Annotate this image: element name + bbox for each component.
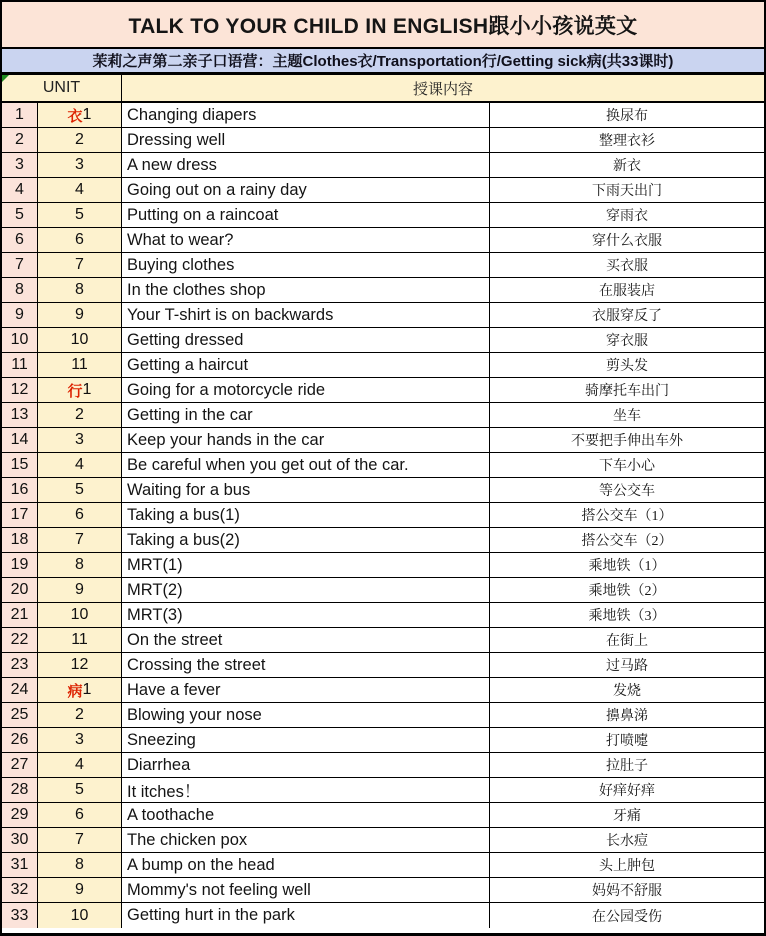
unit-cell: 11: [38, 353, 122, 377]
row-number-cell: 30: [2, 828, 38, 852]
row-number-cell: 21: [2, 603, 38, 627]
table-row: [2, 428, 764, 453]
table-row: [2, 903, 764, 928]
english-title-cell: Getting hurt in the park: [122, 903, 490, 928]
chinese-title-cell: 衣服穿反了: [592, 309, 662, 324]
table-row: [2, 828, 764, 853]
unit-cell: 7: [38, 528, 122, 552]
english-title-cell: Going for a motorcycle ride: [122, 378, 490, 402]
table-row: [2, 653, 764, 678]
chinese-title-cell: 搭公交车（1）: [581, 509, 673, 524]
unit-cell: 10: [38, 603, 122, 627]
table-row: [2, 703, 764, 728]
row-number-cell: 20: [2, 578, 38, 602]
unit-cell: 4: [38, 753, 122, 777]
chinese-title-cell: 过马路: [606, 659, 648, 674]
row-number-cell: 28: [2, 778, 38, 802]
unit-header-label: UNIT: [42, 79, 81, 96]
english-title-cell: Taking a bus(1): [122, 503, 490, 527]
english-title-cell: A toothache: [122, 803, 490, 827]
row-number-cell: 33: [2, 903, 38, 928]
unit-cell: 8: [38, 278, 122, 302]
row-number-cell: 1: [2, 103, 38, 127]
unit-cell: 5: [38, 478, 122, 502]
row-number-cell: 12: [2, 378, 38, 402]
english-title-cell: Sneezing: [122, 728, 490, 752]
english-title-cell: MRT(3): [122, 603, 490, 627]
english-title-cell: Keep your hands in the car: [122, 428, 490, 452]
table-row: [2, 253, 764, 278]
chinese-title-cell: 乘地铁（3）: [588, 609, 666, 624]
row-number-cell: 32: [2, 878, 38, 902]
row-number-cell: 17: [2, 503, 38, 527]
table-row: [2, 453, 764, 478]
table-row: [2, 203, 764, 228]
row-number-cell: 23: [2, 653, 38, 677]
content-header-label: 授课内容: [412, 81, 473, 98]
unit-cell: 10: [38, 328, 122, 352]
chinese-title-cell: 下雨天出门: [592, 184, 662, 199]
table-header: [2, 75, 764, 103]
table-row: [2, 503, 764, 528]
english-title-cell: Buying clothes: [122, 253, 490, 277]
english-title-cell: MRT(2): [122, 578, 490, 602]
chinese-title-cell: 穿雨衣: [606, 209, 648, 224]
row-number-cell: 25: [2, 703, 38, 727]
english-title-cell: Putting on a raincoat: [122, 203, 490, 227]
theme-character: 病: [67, 682, 83, 700]
unit-cell: 9: [38, 878, 122, 902]
english-title-cell: What to wear?: [122, 228, 490, 252]
unit-cell: 10: [38, 903, 122, 928]
row-number-cell: 6: [2, 228, 38, 252]
unit-cell: 6: [38, 503, 122, 527]
chinese-title-cell: 坐车: [613, 409, 641, 424]
unit-cell: 7: [38, 828, 122, 852]
unit-cell: 3: [38, 728, 122, 752]
unit-column-header: [2, 75, 122, 101]
english-title-cell: Your T-shirt is on backwards: [122, 303, 490, 327]
table-row: [2, 103, 764, 128]
table-row: [2, 753, 764, 778]
row-number-cell: 9: [2, 303, 38, 327]
chinese-title-cell: 在服装店: [599, 284, 655, 299]
row-number-cell: 19: [2, 553, 38, 577]
english-title-cell: Getting dressed: [122, 328, 490, 352]
unit-cell: 8: [38, 853, 122, 877]
table-row: [2, 553, 764, 578]
english-title-cell: Diarrhea: [122, 753, 490, 777]
chinese-title-cell: 等公交车: [599, 484, 655, 499]
chinese-title-cell: 发烧: [613, 684, 641, 699]
unit-cell: 衣 1: [38, 103, 122, 127]
table-row: [2, 153, 764, 178]
row-number-cell: 8: [2, 278, 38, 302]
chinese-title-cell: 头上肿包: [599, 859, 655, 874]
table-row: [2, 478, 764, 503]
unit-cell: 6: [38, 228, 122, 252]
row-number-cell: 11: [2, 353, 38, 377]
table-row: [2, 528, 764, 553]
row-number-cell: 14: [2, 428, 38, 452]
row-number-cell: 4: [2, 178, 38, 202]
english-title-cell: In the clothes shop: [122, 278, 490, 302]
unit-cell: 病 1: [38, 678, 122, 702]
unit-cell: 6: [38, 803, 122, 827]
chinese-title-cell: 整理衣衫: [599, 134, 655, 149]
english-title-cell: Mommy's not feeling well: [122, 878, 490, 902]
chinese-title-cell: 拉肚子: [606, 759, 648, 774]
chinese-title-cell: 长水痘: [606, 834, 648, 849]
unit-cell: 3: [38, 153, 122, 177]
content-column-header: [122, 75, 764, 101]
unit-cell: 5: [38, 203, 122, 227]
row-number-cell: 2: [2, 128, 38, 152]
table-row: [2, 728, 764, 753]
english-title-cell: Be careful when you get out of the car.: [122, 453, 490, 477]
english-title-cell: Waiting for a bus: [122, 478, 490, 502]
theme-character: 行: [67, 382, 83, 400]
comment-indicator-icon: [2, 75, 9, 82]
chinese-title-cell: 穿衣服: [606, 334, 648, 349]
row-number-cell: 16: [2, 478, 38, 502]
row-number-cell: 27: [2, 753, 38, 777]
table-row: [2, 353, 764, 378]
row-number-cell: 22: [2, 628, 38, 652]
english-title-cell: Getting in the car: [122, 403, 490, 427]
theme-character: 衣: [67, 107, 83, 125]
english-title-cell: Blowing your nose: [122, 703, 490, 727]
unit-cell: 4: [38, 453, 122, 477]
chinese-title-cell: 买衣服: [606, 259, 648, 274]
row-number-cell: 15: [2, 453, 38, 477]
row-number-cell: 5: [2, 203, 38, 227]
unit-cell: 行 1: [38, 378, 122, 402]
row-number-cell: 26: [2, 728, 38, 752]
table-row: [2, 403, 764, 428]
table-row: [2, 778, 764, 803]
unit-cell: 4: [38, 178, 122, 202]
table-row: [2, 228, 764, 253]
unit-cell: 12: [38, 653, 122, 677]
chinese-title-cell: 剪头发: [606, 359, 648, 374]
english-title-cell: Crossing the street: [122, 653, 490, 677]
unit-cell: 2: [38, 403, 122, 427]
chinese-title-cell: 搭公交车（2）: [581, 534, 673, 549]
chinese-title-cell: 在街上: [606, 634, 648, 649]
row-number-cell: 13: [2, 403, 38, 427]
english-title-cell: On the street: [122, 628, 490, 652]
table-row: [2, 278, 764, 303]
chinese-title-cell: 不要把手伸出车外: [571, 434, 683, 449]
english-title-cell: A bump on the head: [122, 853, 490, 877]
table-row: [2, 603, 764, 628]
unit-cell: 9: [38, 303, 122, 327]
chinese-title-cell: 打喷嚏: [606, 734, 648, 749]
table-row: [2, 803, 764, 828]
chinese-title-cell: 好痒好痒: [599, 784, 655, 799]
english-title-cell: MRT(1): [122, 553, 490, 577]
table-body: [2, 103, 764, 928]
chinese-title-cell: 下车小心: [599, 459, 655, 474]
chinese-title-cell: 在公园受伤: [592, 909, 662, 925]
chinese-title-cell: 乘地铁（1）: [588, 559, 666, 574]
chinese-title-cell: 骑摩托车出门: [585, 384, 669, 399]
unit-cell: 7: [38, 253, 122, 277]
english-title-cell: Getting a haircut: [122, 353, 490, 377]
english-title-cell: Changing diapers: [122, 103, 490, 127]
english-title-cell: The chicken pox: [122, 828, 490, 852]
row-number-cell: 3: [2, 153, 38, 177]
table-row: [2, 678, 764, 703]
english-title-cell: Dressing well: [122, 128, 490, 152]
unit-cell: 5: [38, 778, 122, 802]
english-title-cell: Going out on a rainy day: [122, 178, 490, 202]
chinese-title-cell: 妈妈不舒服: [592, 884, 662, 899]
unit-cell: 8: [38, 553, 122, 577]
row-number-cell: 7: [2, 253, 38, 277]
unit-cell: 3: [38, 428, 122, 452]
row-number-cell: 31: [2, 853, 38, 877]
chinese-title-cell: 穿什么衣服: [592, 234, 662, 249]
chinese-title-cell: 乘地铁（2）: [588, 584, 666, 599]
chinese-title-cell: 擤鼻涕: [606, 709, 648, 724]
english-title-cell: Taking a bus(2): [122, 528, 490, 552]
row-number-cell: 18: [2, 528, 38, 552]
unit-cell: 2: [38, 703, 122, 727]
row-number-cell: 10: [2, 328, 38, 352]
table-row: [2, 378, 764, 403]
table-row: [2, 878, 764, 903]
english-title-cell: Have a fever: [122, 678, 490, 702]
chinese-title-cell: 牙痛: [613, 809, 641, 824]
chinese-title-cell: 换尿布: [606, 109, 648, 124]
subtitle: 茉莉之声第二亲子口语营：主题Clothes衣/Transportation行/Getting sick病(共33课时): [2, 49, 764, 75]
english-title-cell: A new dress: [122, 153, 490, 177]
table-row: [2, 128, 764, 153]
english-title-cell: It itches！: [122, 778, 490, 802]
page-title: TALK TO YOUR CHILD IN ENGLISH跟小小孩说英文: [2, 2, 764, 49]
unit-cell: 11: [38, 628, 122, 652]
unit-cell: 9: [38, 578, 122, 602]
table-row: [2, 303, 764, 328]
row-number-cell: 29: [2, 803, 38, 827]
table-row: [2, 628, 764, 653]
table-row: [2, 178, 764, 203]
table-row: [2, 328, 764, 353]
row-number-cell: 24: [2, 678, 38, 702]
unit-cell: 2: [38, 128, 122, 152]
chinese-title-cell: 新衣: [613, 159, 641, 174]
table-row: [2, 578, 764, 603]
table-row: [2, 853, 764, 878]
